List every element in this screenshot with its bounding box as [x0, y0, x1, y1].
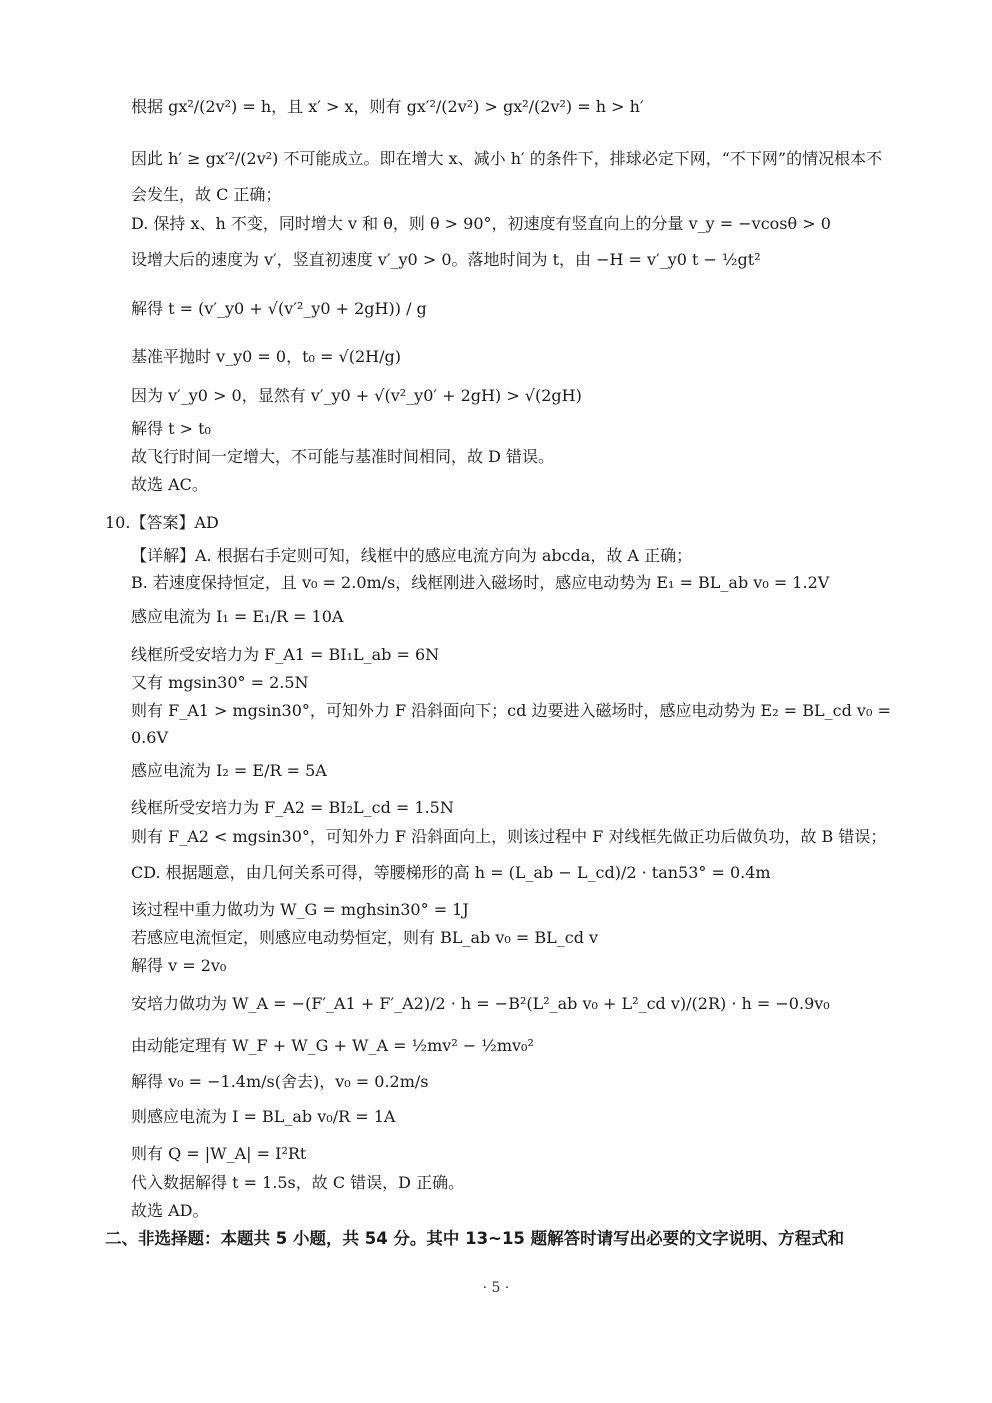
text-line: 0.6V: [131, 728, 168, 747]
text-line: D. 保持 x、h 不变，同时增大 v 和 θ，则 θ > 90°，初速度有竖直向上的分量 v_y = −vcosθ > 0: [131, 214, 831, 233]
text-line: 解得 v₀ = −1.4m/s(舍去)，v₀ = 0.2m/s: [131, 1072, 429, 1091]
text-line: 则有 Q = |W_A| = I²Rt: [131, 1144, 307, 1163]
text-line: 解得 t > t₀: [131, 419, 211, 438]
text-line: 感应电流为 I₁ = E₁/R = 10A: [131, 607, 344, 626]
text-line: 若感应电流恒定，则感应电动势恒定，则有 BL_ab v₀ = BL_cd v: [131, 928, 599, 947]
text-line: 根据 gx²/(2v²) = h，且 x′ > x，则有 gx′²/(2v²) > gx²/(2v²) = h > h′: [131, 97, 644, 116]
text-line: 二、非选择题：本题共 5 小题，共 54 分。其中 13~15 题解答时请写出必要的文字说明、方程式和: [105, 1229, 845, 1248]
text-line: 故飞行时间一定增大，不可能与基准时间相同，故 D 错误。: [131, 447, 555, 466]
text-line: 感应电流为 I₂ = E/R = 5A: [131, 761, 327, 780]
text-line: 由动能定理有 W_F + W_G + W_A = ½mv² − ½mv₀²: [131, 1036, 534, 1055]
text-line: 【详解】A. 根据右手定则可知，线框中的感应电流方向为 abcda，故 A 正确；: [131, 546, 693, 565]
text-line: 该过程中重力做功为 W_G = mghsin30° = 1J: [131, 900, 469, 919]
text-line: 故选 AD。: [131, 1201, 209, 1220]
text-line: 则有 F_A1 > mgsin30°，可知外力 F 沿斜面向下；cd 边要进入磁场时，感应电动势为 E₂ = BL_cd v₀ =: [131, 701, 891, 720]
page-number: · 5 ·: [482, 1280, 510, 1296]
text-line: 基准平抛时 v_y0 = 0，t₀ = √(2H/g): [131, 347, 401, 366]
text-line: 设增大后的速度为 v′，竖直初速度 v′_y0 > 0。落地时间为 t，由 −H = v′_y0 t − ½gt²: [131, 250, 761, 269]
text-line: 会发生，故 C 正确；: [131, 185, 282, 204]
text-line: B. 若速度保持恒定，且 v₀ = 2.0m/s，线框刚进入磁场时，感应电动势为 E₁ = BL_ab v₀ = 1.2V: [131, 573, 830, 592]
text-line: 线框所受安培力为 F_A2 = BI₂L_cd = 1.5N: [131, 798, 454, 817]
text-line: 解得 t = (v′_y0 + √(v′²_y0 + 2gH)) / g: [131, 299, 427, 318]
text-line: CD. 根据题意，由几何关系可得，等腰梯形的高 h = (L_ab − L_cd)/2 · tan53° = 0.4m: [131, 863, 771, 882]
text-line: 因此 h′ ≥ gx′²/(2v²) 不可能成立。即在增大 x、减小 h′ 的条件下，排球必定下网，“不下网”的情况根本不: [131, 149, 883, 168]
text-line: 代入数据解得 t = 1.5s，故 C 错误，D 正确。: [131, 1173, 465, 1192]
text-line: 10.【答案】AD: [105, 513, 219, 532]
text-line: 故选 AC。: [131, 475, 208, 494]
text-line: 解得 v = 2v₀: [131, 956, 227, 975]
text-line: 则感应电流为 I = BL_ab v₀/R = 1A: [131, 1107, 396, 1126]
text-line: 线框所受安培力为 F_A1 = BI₁L_ab = 6N: [131, 645, 440, 664]
text-line: 则有 F_A2 < mgsin30°，可知外力 F 沿斜面向上，则该过程中 F 对线框先做正功后做负功，故 B 错误；: [131, 827, 887, 846]
text-line: 因为 v′_y0 > 0，显然有 v′_y0 + √(v²_y0′ + 2gH) > √(2gH): [131, 386, 582, 405]
text-line: 又有 mgsin30° = 2.5N: [131, 673, 309, 692]
text-line: 安培力做功为 W_A = −(F′_A1 + F′_A2)/2 · h = −B²(L²_ab v₀ + L²_cd v)/(2R) · h = −0.9v₀: [131, 994, 830, 1013]
